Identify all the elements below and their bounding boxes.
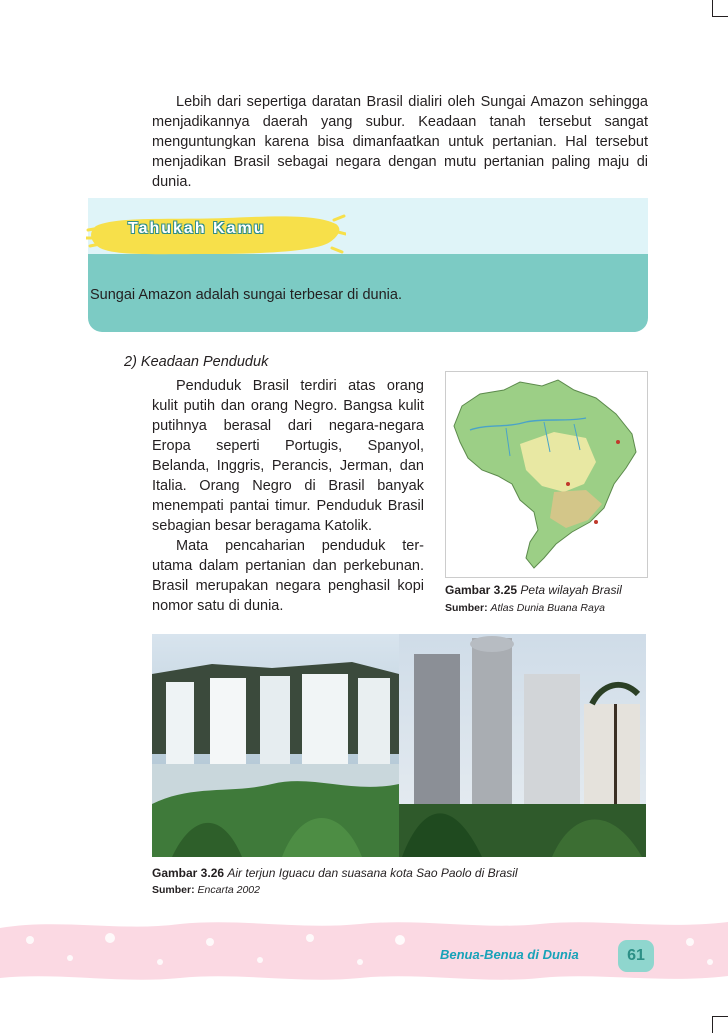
map-caption-label: Gambar 3.25: [445, 583, 518, 597]
section-line: Penduduk Brasil terdiri atas orang: [176, 378, 424, 394]
section-heading: 2) Keadaan Penduduk: [124, 354, 269, 370]
section-line: Brasil merupakan negara penghasil kopi: [152, 578, 424, 594]
intro-line: menjadikan Brasil sebagai negara dengan mutu pertanian paling maju di: [152, 154, 648, 170]
intro-line: menguntungkan karena bisa dimanfaatkan untuk pertanian. Hal tersebut: [152, 134, 648, 150]
section-line: Italia. Orang Negro di Brasil banyak: [152, 478, 424, 494]
map-caption: [445, 583, 622, 597]
section-line: sebagian besar beragama Katolik.: [152, 518, 373, 534]
photos-source: [152, 884, 260, 896]
photos-source-text: Encarta 2002: [197, 884, 260, 896]
section-line: menempati pantai timur. Penduduk Brasil: [152, 498, 424, 514]
map-source: [445, 602, 605, 614]
photos-source-label: Sumber:: [152, 884, 195, 896]
crop-mark: [712, 16, 728, 17]
map-source-text: Atlas Dunia Buana Raya: [490, 602, 605, 614]
section-line: nomor satu di dunia.: [152, 598, 284, 614]
brazil-map-image: [445, 371, 648, 578]
section-paragraph: [152, 376, 424, 616]
brazil-map-drawing: [446, 372, 647, 577]
section-line: Belanda, Inggris, Perancis, Jerman, dan: [152, 458, 424, 474]
photos-drawing: [152, 634, 646, 857]
badge-title: Tahukah Kamu: [128, 220, 266, 237]
photos-caption-text: Air terjun Iguacu dan suasana kota Sao Paolo di Brasil: [227, 866, 518, 880]
crop-mark: [712, 1016, 713, 1033]
map-caption-text: Peta wilayah Brasil: [520, 583, 622, 597]
photos-caption: [152, 866, 518, 880]
intro-line: Lebih dari sepertiga daratan Brasil dialiri oleh Sungai Amazon sehingga: [176, 94, 648, 110]
section-line: putihnya berasal dari negara-negara: [152, 418, 424, 434]
section-line: Mata pencaharian penduduk ter-: [176, 538, 424, 554]
map-source-label: Sumber:: [445, 602, 488, 614]
section-line: kulit putih dan orang Negro. Bangsa kulit: [152, 398, 424, 414]
info-box-text: Sungai Amazon adalah sungai terbesar di dunia.: [90, 287, 402, 303]
photos-image: [152, 634, 646, 857]
intro-line: dunia.: [152, 174, 192, 190]
photos-caption-label: Gambar 3.26: [152, 866, 225, 880]
crop-mark: [712, 0, 713, 16]
page-number: 61: [618, 940, 654, 972]
section-line: Eropa seperti Portugis, Spanyol,: [152, 438, 424, 454]
footer-title: Benua-Benua di Dunia: [440, 947, 579, 962]
section-line: utama dalam pertanian dan perkebunan.: [152, 558, 424, 574]
info-box: [88, 198, 648, 332]
crop-mark: [712, 1016, 728, 1017]
intro-paragraph: [152, 92, 648, 192]
intro-line: menjadikannya daerah yang subur. Keadaan tanah tersebut sangat: [152, 114, 648, 130]
